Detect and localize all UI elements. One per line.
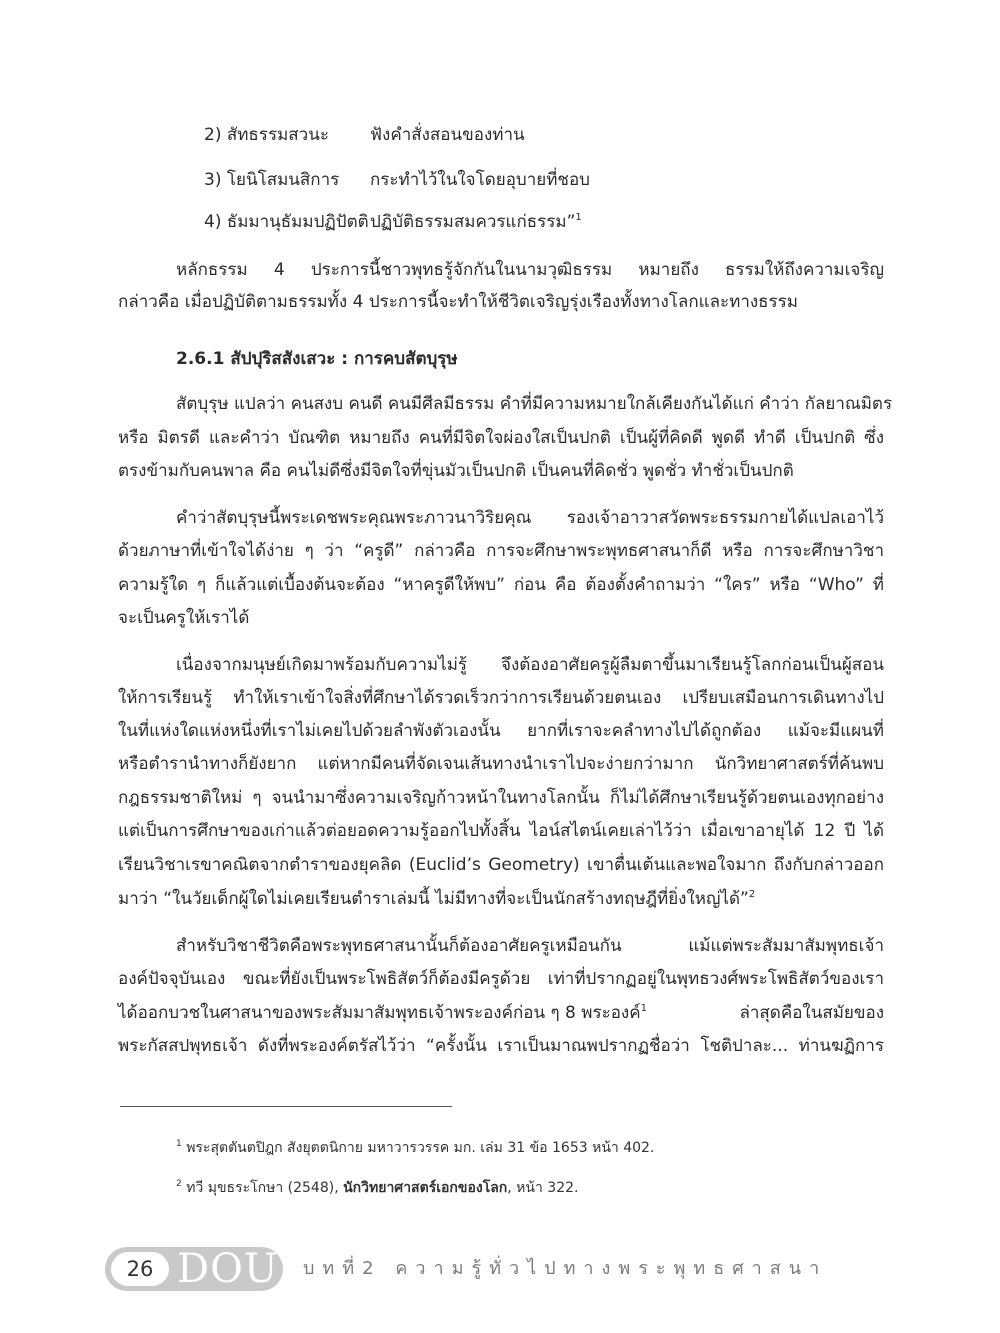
paragraph-line: สัตบุรุษ แปลว่า คนสงบ คนดี คนมีศีลมีธรรม คำที่มีความหมายใกล้เคียงกันได้แก่ คำว่า กัลยาณมิตร: [176, 394, 893, 414]
term-2-desc: ฟังคำสั่งสอนของท่าน: [370, 125, 525, 145]
footnote-1: $^1$ พระสุตตันตปิฎก สังยุตตนิกาย มหาวารวรรค มก. เล่ม 31 ข้อ 1653 หน้า 402.: [176, 1139, 655, 1156]
paragraph-line: พระกัสสปพุทธเจ้า ดังที่พระองค์ตรัสไว้ว่า “ครั้งนั้น เราเป็นมาณพปรากฏชื่อว่า โชติปาละ... ท่านฆฏิการ: [118, 1036, 884, 1056]
term-3-desc: กระทำไว้ในใจโดยอุบายที่ชอบ: [370, 170, 590, 190]
footnote-2: $^2$ ทวี มุขธระโกษา (2548), นักวิทยาศาสตร์เอกของโลก, หน้า 322.: [176, 1179, 579, 1196]
paragraph-line: สำหรับวิชาชีวิตคือพระพุทธศาสนานั้นก็ต้องอาศัยครูเหมือนกัน แม้แต่พระสัมมาสัมพุทธเจ้า: [176, 936, 884, 956]
paragraph-line: จะเป็นครูให้เราได้: [118, 608, 250, 628]
paragraph-line: หรือตำรานำทางก็ยังยาก แต่หากมีคนที่จัดเจนเส้นทางนำเราไปจะง่ายกว่ามาก นักวิทยาศาสตร์ที่ค้นพบ: [118, 754, 884, 774]
dou-logo: DOU: [177, 1246, 279, 1292]
paragraph-line: ในที่แห่งใดแห่งหนึ่งที่เราไม่เคยไปด้วยลำพังตัวเองนั้น ยากที่เราจะคลำทางไปได้ถูกต้อง แม้จะมีแผนที่: [118, 721, 884, 741]
paragraph-line: มาว่า “ในวัยเด็กผู้ใดไม่เคยเรียนตำราเล่มนี้ ไม่มีทางที่จะเป็นนักสร้างทฤษฎีที่ยิ่งใหญ่ได้”$^2$: [118, 889, 756, 909]
paragraph-line: ความรู้ใด ๆ ก็แล้วแต่เบื้องต้นจะต้อง “หาครูดีให้พบ” ก่อน คือ ต้องตั้งคำถามว่า “ใคร” หรือ “Who” ที่: [118, 575, 884, 595]
footnote-ref: 1: [640, 1003, 647, 1014]
paragraph-line: แต่เป็นการศึกษาของเก่าแล้วต่อยอดความรู้ออกไปทั้งสิ้น ไอน์สไตน์เคยเล่าไว้ว่า เมื่อเขาอายุได้ 12 ปี ได้: [118, 821, 884, 841]
paragraph-line: เนื่องจากมนุษย์เกิดมาพร้อมกับความไม่รู้ จึงต้องอาศัยครูผู้ลืมตาขึ้นมาเรียนรู้โลกก่อนเป็นผู้สอน: [176, 655, 884, 675]
paragraph-line: หรือ มิตรดี และคำว่า บัณฑิต หมายถึง คนที่มีจิตใจผ่องใสเป็นปกติ เป็นผู้ที่คิดดี พูดดี ทำดี เป็นปกติ ซึ่ง: [118, 428, 884, 448]
paragraph-line: ได้ออกบวชในศาสนาของพระสัมมาสัมพุทธเจ้าพระองค์ก่อน ๆ 8 พระองค์$^1$: [118, 1003, 647, 1023]
section-heading: 2.6.1 สัปปุริสสังเสวะ : การคบสัตบุรุษ: [176, 349, 458, 369]
paragraph-line-tail: ล่าสุดคือในสมัยของ: [739, 1003, 884, 1023]
footnote-ref: 2: [748, 889, 756, 900]
paragraph-line: องค์ปัจจุบันเอง ขณะที่ยังเป็นพระโพธิสัตว์ก็ต้องมีครูด้วย เท่าที่ปรากฏอยู่ในพุทธวงศ์พระโพธิสัตว์ของเรา: [118, 969, 884, 989]
term-3-name: 3) โยนิโสมนสิการ: [204, 170, 340, 190]
page-number: 26: [111, 1252, 169, 1286]
paragraph-line: เรียนวิชาเรขาคณิตจากตำราของยุคลิด (Euclid’s Geometry) เขาตื่นเต้นและพอใจมาก ถึงกับกล่าวออก: [118, 855, 884, 875]
paragraph-line: คำว่าสัตบุรุษนี้พระเดชพระคุณพระภาวนาวิริยคุณ รองเจ้าอาวาสวัดพระธรรมกายได้แปลเอาไว้: [176, 508, 884, 528]
footnote-ref: 1: [575, 212, 582, 223]
paragraph-line: กล่าวคือ เมื่อปฏิบัติตามธรรมทั้ง 4 ประการนี้จะทำให้ชีวิตเจริญรุ่งเรืองทั้งทางโลกและทางธรรม: [118, 292, 799, 312]
term-2-name: 2) สัทธรรมสวนะ: [204, 125, 329, 145]
term-4-name: 4) ธัมมานุธัมมปฏิปัตติ: [204, 212, 369, 232]
paragraph-line: ให้การเรียนรู้ ทำให้เราเข้าใจสิ่งที่ศึกษาได้รวดเร็วกว่าการเรียนด้วยตนเอง เปรียบเสมือนการเดินทางไป: [118, 688, 884, 708]
term-4-desc: ปฏิบัติธรรมสมควรแก่ธรรม”$^1$: [370, 212, 582, 232]
paragraph-line: หลักธรรม 4 ประการนี้ชาวพุทธรู้จักกันในนามวุฒิธรรม หมายถึง ธรรมให้ถึงความเจริญ: [176, 260, 884, 280]
paragraph-line: ตรงข้ามกับคนพาล คือ คนไม่ดีซึ่งมีจิตใจที่ขุ่นมัวเป็นปกติ เป็นคนที่คิดชั่ว พูดชั่ว ทำชั่วเป็นปกติ: [118, 461, 794, 481]
page-footer: [105, 1240, 905, 1298]
chapter-title: บทที่2 ความรู้ทั่วไปทางพระพุทธศาสนา: [303, 1258, 828, 1279]
paragraph-line: ด้วยภาษาที่เข้าใจได้ง่าย ๆ ว่า “ครูดี” กล่าวคือ การจะศึกษาพระพุทธศาสนาก็ดี หรือ การจะศึกษาวิชา: [118, 541, 884, 561]
footnote-separator: [120, 1106, 452, 1107]
paragraph-line: กฎธรรมชาติใหม่ ๆ จนนำมาซึ่งความเจริญก้าวหน้าในทางโลกนั้น ก็ไม่ได้ศึกษาเรียนรู้ด้วยตนเองทุกอย่าง: [118, 788, 884, 808]
